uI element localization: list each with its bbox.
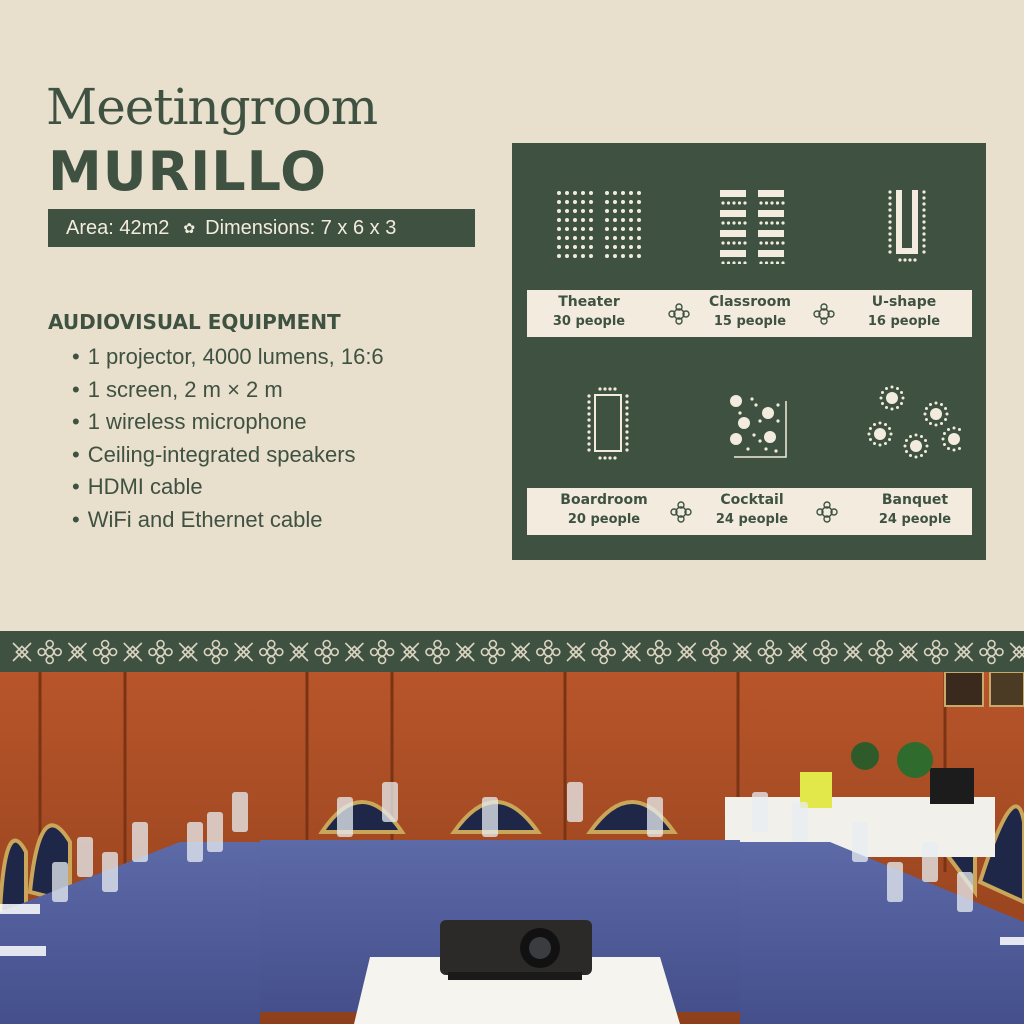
layout-cocktail <box>687 492 817 527</box>
flower-separator-icon <box>813 303 835 329</box>
list-item: • Ceiling-integrated speakers <box>72 439 384 472</box>
title-kicker: Meetingroom <box>46 78 378 136</box>
layouts-panel <box>512 143 986 560</box>
layout-u-shape <box>839 294 969 329</box>
dimensions-text: Dimensions: 7 x 6 x 3 <box>205 216 397 239</box>
banquet-layout-icon <box>866 384 962 462</box>
layout-name: Banquet <box>881 492 949 508</box>
list-item: • 1 screen, 2 m × 2 m <box>72 374 384 407</box>
flower-separator-icon: ✿ <box>183 219 196 236</box>
layout-name: U-shape <box>871 294 937 310</box>
meeting-room-photo <box>0 672 1024 1024</box>
list-item: • 1 wireless microphone <box>72 406 384 439</box>
layout-name: Theater <box>558 294 620 310</box>
list-item: • HDMI cable <box>72 471 384 504</box>
layout-capacity: 20 people <box>567 512 641 527</box>
layout-banquet <box>850 492 980 527</box>
room-name: MURILLO <box>48 140 328 203</box>
u-shape-layout-icon <box>884 188 934 264</box>
layout-capacity: 15 people <box>713 314 787 329</box>
layout-name: Cocktail <box>720 492 784 508</box>
layouts-strip-top <box>527 290 972 337</box>
layout-capacity: 30 people <box>552 314 626 329</box>
layout-capacity: 16 people <box>867 314 941 329</box>
area-dimensions-bar <box>48 209 475 247</box>
layout-theater <box>524 294 654 329</box>
equipment-title: AUDIOVISUAL EQUIPMENT <box>48 310 341 334</box>
layout-boardroom <box>539 492 669 527</box>
layout-name: Classroom <box>709 294 791 310</box>
cocktail-layout-icon <box>726 391 788 459</box>
layout-capacity: 24 people <box>878 512 952 527</box>
layout-name: Boardroom <box>560 492 648 508</box>
theater-layout-icon <box>552 188 642 260</box>
list-item: • 1 projector, 4000 lumens, 16:6 <box>72 341 384 374</box>
list-item: • WiFi and Ethernet cable <box>72 504 384 537</box>
layout-capacity: 24 people <box>715 512 789 527</box>
equipment-list <box>72 341 384 536</box>
room-photo-illustration <box>0 672 1024 1024</box>
layout-classroom <box>685 294 815 329</box>
decorative-pattern-band <box>0 631 1024 672</box>
area-text: Area: 42m2 <box>66 216 170 239</box>
classroom-layout-icon <box>718 188 788 264</box>
layouts-strip-bottom <box>527 488 972 535</box>
flower-separator-icon <box>816 501 838 527</box>
boardroom-layout-icon <box>586 386 632 462</box>
pattern-icon <box>0 631 1024 672</box>
